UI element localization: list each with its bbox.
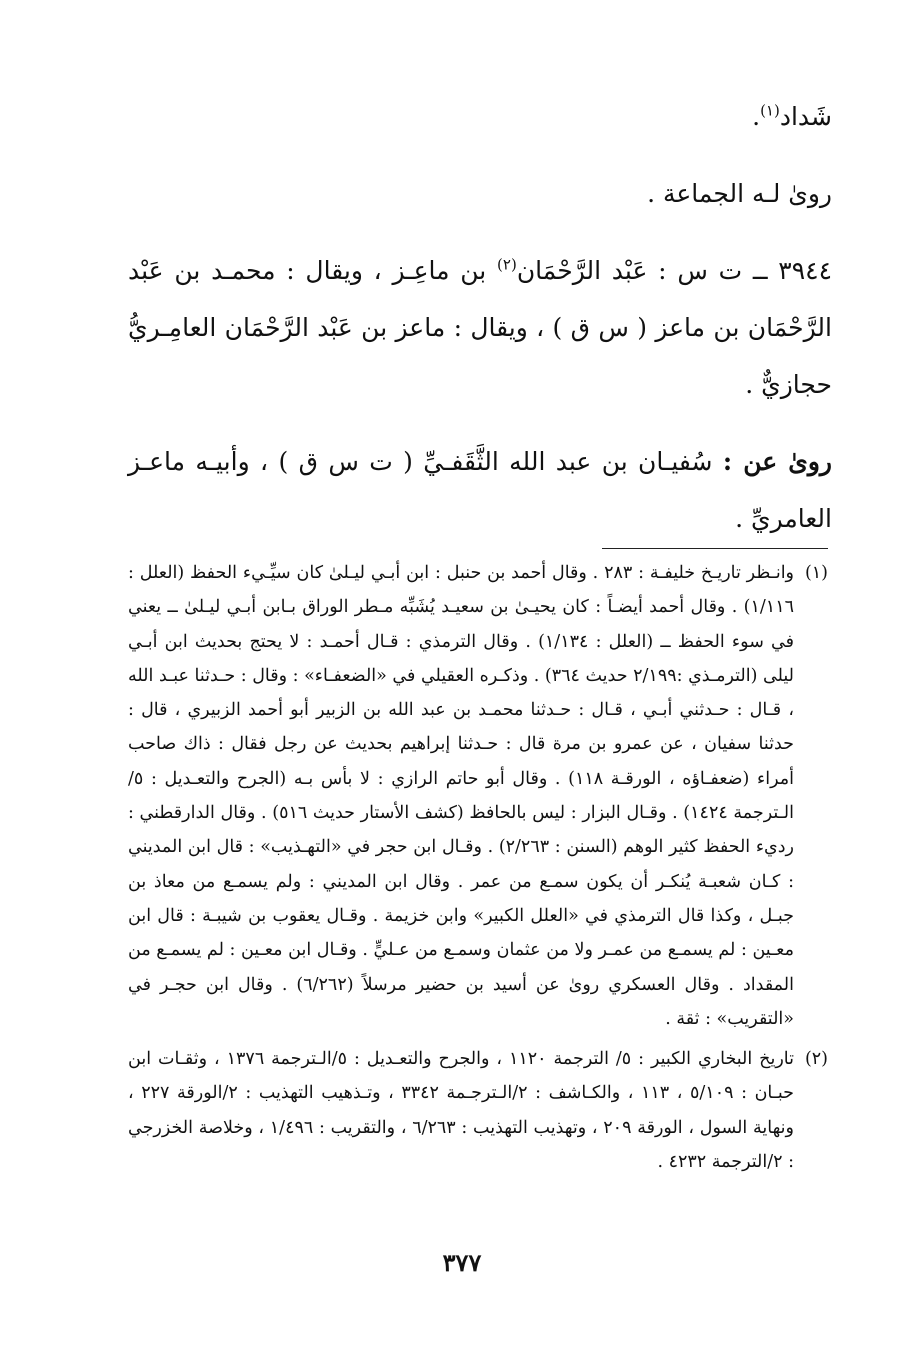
footnote-ref-2[interactable]: (٢) — [497, 255, 517, 274]
footnote-1 — [128, 556, 828, 1036]
narrated-from-paragraph — [128, 433, 832, 547]
footnote-separator — [602, 548, 828, 549]
entry-heading: ٣٩٤٤ ــ ت س : عَبْد الرَّحْمَان — [516, 256, 832, 285]
footnote-ref-1[interactable]: (١) — [760, 101, 780, 120]
main-text — [128, 88, 832, 547]
entry-text: بن ماعِـز ، ويقال : محمـد بن عَبْد الرَّحْمَان بن ماعز ( س ق ) ، ويقال : ماعز بن عَبْد الرَّحْمَان العامِـريُّ حجازيٌّ . — [128, 256, 832, 399]
continuation-line — [128, 88, 832, 145]
footnote-text: وانـظر تاريـخ خليفـة : ٢٨٣ . وقال أحمد بن حنبل : ابن أبـي ليـلىٰ كان سيِّـيء الحفظ (العلل : ١/١١٦) . وقال أحمد أيضـاً : كان يحيـىٰ بن سعيـد يُشَبِّه مـطر الوراق بـابن أبـي ليـلىٰ ــ يعني في سوء الحفظ ــ (العلل : ١/١٣٤) . وقال الترمذي : قـال أحمـد : لا يحتج بحديث ابن أبـي ليلى (الترمـذي :٢/١٩٩ حديث ٣٦٤) . وذكـره العقيلي في «الضعفـاء» : وقال : حـدثنا عبـد الله ، قـال : حـدثني أبـي ، قـال : حـدثنا محمـد بن عبد الله بن الزبير أبو أحمد الزبيري ، قال : حدثنا سفيان ، عن عمرو بن مرة قال : حـدثنا إبراهيم بحديث عن رجل فقال : ذاك صاحب أمراء (ضعفـاؤه ، الورقـة ١١٨) . وقال أبو حاتم الرازي : لا بأس بـه (الجرح والتعـديل : ٥/الـترجمة ١٤٢٤) . وقـال البزار : ليس بالحافظ (كشف الأستار حديث ٥١٦) . وقال الدارقطني : رديء الحفظ كثير الوهم (السنن : ٢/٢٦٣) . وقـال ابن حجر في «التهـذيب» : قال ابن المديني : كـان شعبـة يُنكـر أن يكون سمـع من عمر . وقال ابن المديني : ولم يسمـع من معاذ بن جبـل ، وكذا قال الترمذي في «العلل الكبير» وابن خزيمة . وقـال يعقوب بن شيبـة : قال ابن معـين : لم يسمـع من عمـر ولا من عثمان وسمـع من عـليٍّ . وقـال ابن معـين : لم يسمـع من المقداد . وقال العسكري روىٰ عن أسيد بن حضير مرسلاً (٦/٢٦٢) . وقال ابن حجـر في «التقريب» : ثقة . — [128, 563, 795, 1029]
narrated-from-text: سُفيـان بن عبد الله الثَّقَفـيِّ ( ت س ق ) ، وأبيـه ماعـز العامريِّ . — [128, 447, 832, 533]
continuation-name: شَداد — [779, 102, 832, 131]
narrated-by-line: روىٰ لـه الجماعة . — [647, 179, 832, 208]
page-number: ٣٧٧ — [442, 1248, 482, 1277]
footnotes — [128, 556, 828, 1179]
continuation-end: . — [752, 102, 761, 131]
footnote-number: (٢) — [804, 1049, 828, 1070]
footnote-text: تاريخ البخاري الكبير : ٥/ الترجمة ١١٢٠ ، والجرح والتعـديل : ٥/الـترجمة ١٣٧٦ ، وثقـات ابن حبـان : ٥/١٠٩ ، ١١٣ ، والكـاشف : ٢/الـترجـمة ٣٣٤٢ ، وتـذهيب التهذيب : ٢/الورقة ٢٢٧ ، ونهاية السول ، الورقة ٢٠٩ ، وتهذيب التهذيب : ٦/٢٦٣ ، والتقريب : ١/٤٩٦ ، وخلاصة الخزرجي : ٢/الترجمة ٤٢٣٢ . — [128, 1049, 794, 1173]
entry-3944 — [128, 242, 832, 413]
footnote-2 — [128, 1042, 828, 1179]
narrated-from-label: روىٰ عن : — [722, 447, 833, 476]
footnote-number: (١) — [804, 563, 828, 583]
